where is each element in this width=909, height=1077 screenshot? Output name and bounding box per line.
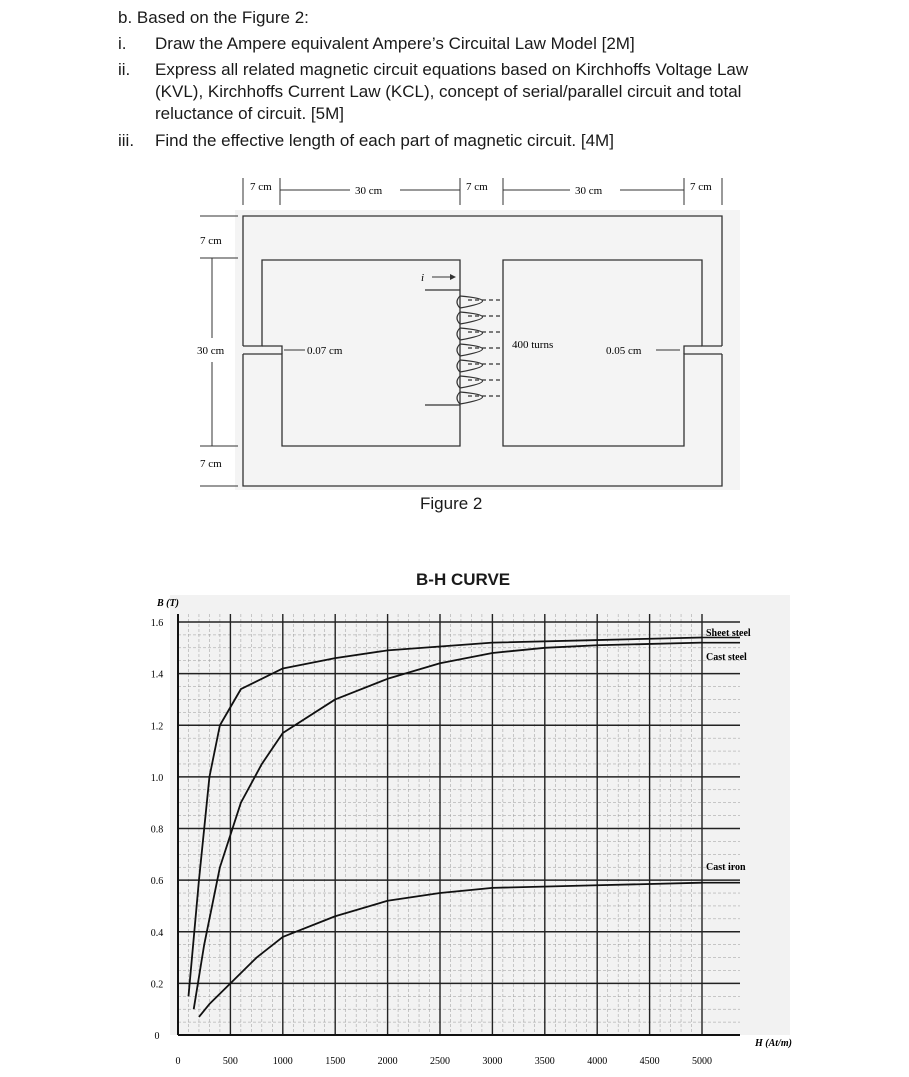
current-label: i xyxy=(421,272,425,284)
y-tick-label: 1.6 xyxy=(150,618,164,629)
x-tick-label: 2000 xyxy=(377,1056,398,1067)
bh-curve-chart xyxy=(130,585,830,1070)
y-tick-label: 0.2 xyxy=(150,979,164,991)
y-tick-label: 0.6 xyxy=(150,876,164,888)
x-tick-label: 4500 xyxy=(639,1056,660,1067)
item-text-line-3: reluctance of circuit. [5M] xyxy=(155,104,344,123)
item-number: iii. xyxy=(118,131,135,150)
dim-top-left-window: 30 cm xyxy=(355,185,383,197)
dim-left-window: 30 cm xyxy=(197,345,225,357)
item-text-line-1: Express all related magnetic circuit equations based on Kirchhoffs Voltage Law xyxy=(155,60,749,79)
legend-cast-steel: Cast steel xyxy=(706,652,747,663)
x-tick-label: 0 xyxy=(175,1056,181,1067)
y-tick-label: 0.4 xyxy=(150,927,164,939)
x-tick-label: 5000 xyxy=(692,1056,712,1067)
y-tick-label: 1.0 xyxy=(150,772,164,784)
item-number: ii. xyxy=(118,60,131,79)
item-text: Find the effective length of each part of magnetic circuit. [4M] xyxy=(155,131,614,150)
x-tick-label: 1000 xyxy=(272,1056,293,1067)
chart-title: B-H CURVE xyxy=(416,570,511,589)
dim-left-top-yoke: 7 cm xyxy=(200,235,222,247)
y-tick-label: 0.8 xyxy=(150,824,164,836)
y-tick-label: 1.2 xyxy=(150,721,164,733)
figure-2-core-diagram xyxy=(180,170,760,495)
legend-cast-iron: Cast iron xyxy=(706,862,746,873)
item-text-line-2: (KVL), Kirchhoffs Current Law (KCL), concept of serial/parallel circuit and total xyxy=(155,82,742,101)
dim-top-right-window: 30 cm xyxy=(575,185,603,197)
item-text: Draw the Ampere equivalent Ampere’s Circuital Law Model [2M] xyxy=(155,34,635,53)
y-axis-label: B (T) xyxy=(157,598,179,609)
y-tick-label: 0 xyxy=(154,1031,160,1042)
figure-caption: Figure 2 xyxy=(420,494,483,513)
y-tick-label: 1.4 xyxy=(150,669,164,681)
x-tick-label: 500 xyxy=(222,1056,238,1067)
x-axis-label: H (At/m) xyxy=(755,1038,792,1049)
x-tick-label: 2500 xyxy=(430,1056,450,1067)
x-tick-label: 4000 xyxy=(587,1056,608,1067)
question-header: b. Based on the Figure 2: xyxy=(118,8,309,27)
dim-top-right-leg: 7 cm xyxy=(690,181,712,193)
legend-sheet-steel: Sheet steel xyxy=(706,628,751,639)
gap-left-label: 0.07 cm xyxy=(307,345,343,357)
x-tick-label: 1500 xyxy=(325,1056,346,1067)
x-tick-label: 3000 xyxy=(482,1056,503,1067)
dim-top-center-leg: 7 cm xyxy=(466,181,488,193)
dim-top-left-leg: 7 cm xyxy=(250,181,272,193)
x-tick-label: 3500 xyxy=(534,1056,555,1067)
chart-background xyxy=(170,595,790,1035)
turns-label: 400 turns xyxy=(512,339,554,351)
item-number: i. xyxy=(118,34,127,53)
gap-right-label: 0.05 cm xyxy=(606,345,642,357)
dim-left-bottom-yoke: 7 cm xyxy=(200,458,222,470)
